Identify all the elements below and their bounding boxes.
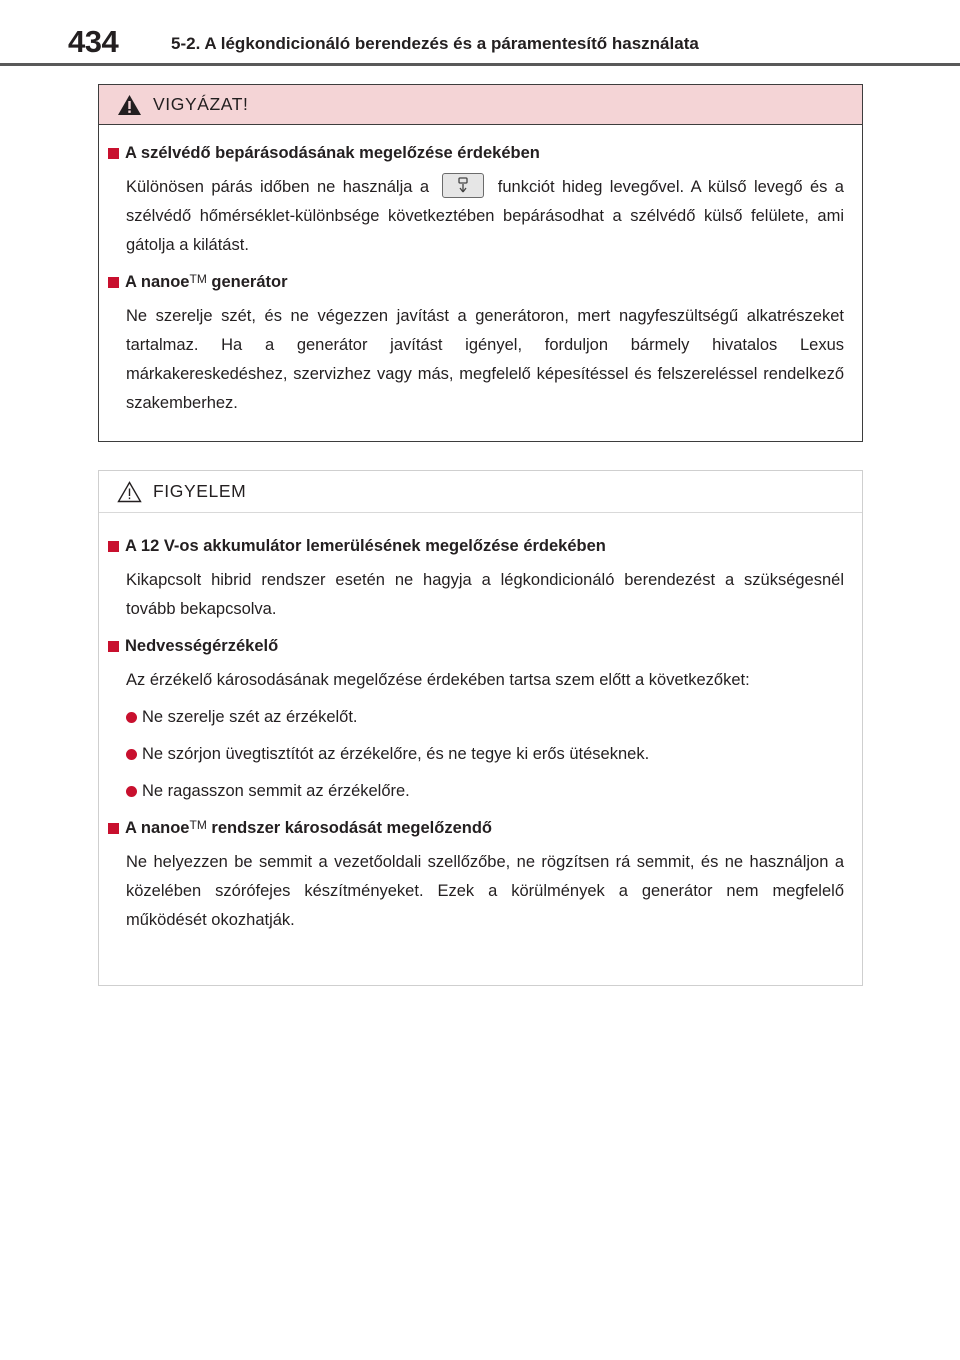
- trademark-sup: TM: [189, 818, 207, 832]
- square-bullet-icon: [108, 641, 119, 652]
- notice-box: [98, 470, 863, 986]
- list-item: Ne szórjon üvegtisztítót az érzékelőre, és ne tegye ki erős ütéseknek.: [126, 740, 844, 769]
- notice-item-heading: [108, 632, 844, 660]
- warning-triangle-icon: [117, 94, 142, 116]
- round-bullet-icon: [126, 749, 137, 760]
- notice-box-header: [99, 471, 862, 513]
- square-bullet-icon: [108, 541, 119, 552]
- square-bullet-icon: [108, 277, 119, 288]
- warning-box-header: [99, 85, 862, 125]
- defogger-button-icon: [442, 173, 484, 198]
- heading-text: A szélvédő bepárásodásának megelőzése érdekében: [125, 143, 540, 162]
- text-before-icon: Különösen párás időben ne használja a: [126, 178, 429, 196]
- trademark-sup: TM: [189, 272, 207, 286]
- notice-item-text: Ne helyezzen be semmit a vezetőoldali szellőzőbe, ne rögzítsen rá semmit, és ne használjon a közelében szórófejes készítményeket. Ezek a körülmények a generátor nem megfelelő működését okozhatják.: [126, 853, 844, 929]
- warning-item-text: Ne szerelje szét, és ne végezzen javítást a generátoron, mert nagyfeszültségű alkatrészeket tartalmaz. Ha a generátor javítást igényel, forduljon bármely hivatalos Lexus márkakereskedéshez, szervizhez vagy más, megfelelő képesítéssel és felszereléssel rendelkező szakemberhez.: [126, 307, 844, 412]
- warning-item-heading: [108, 139, 844, 167]
- heading-text: A nanoe™ rendszer károsodását megelőzendő: [125, 818, 492, 837]
- warning-item-text: [126, 173, 844, 260]
- warning-title: VIGYÁZAT!: [153, 94, 249, 114]
- notice-item-text: Az érzékelő károsodásának megelőzése érdekében tartsa szem előtt a következőket:: [126, 671, 750, 689]
- page-header: [0, 22, 960, 64]
- page-number: 434: [68, 24, 119, 59]
- section-title: 5-2. A légkondicionáló berendezés és a páramentesítő használata: [171, 34, 699, 53]
- heading-text: Nedvességérzékelő: [125, 636, 279, 655]
- list-item: Ne ragasszon semmit az érzékelőre.: [126, 777, 844, 806]
- square-bullet-icon: [108, 148, 119, 159]
- notice-title: FIGYELEM: [153, 481, 247, 501]
- notice-item-heading: [108, 814, 844, 842]
- heading-text: A nanoe™ generátor: [125, 272, 288, 291]
- caution-triangle-icon: [117, 481, 142, 503]
- heading-text: A 12 V-os akkumulátor lemerülésének megelőzése érdekében: [125, 536, 606, 555]
- square-bullet-icon: [108, 823, 119, 834]
- list-item: Ne szerelje szét az érzékelőt.: [126, 703, 844, 732]
- notice-item-heading: [108, 532, 844, 560]
- warning-box: [98, 84, 863, 442]
- round-bullet-icon: [126, 712, 137, 723]
- notice-item-text: Kikapcsolt hibrid rendszer esetén ne hagyja a légkondicionáló berendezést a szükségesnél tovább bekapcsolva.: [126, 571, 844, 618]
- header-divider: [0, 63, 960, 66]
- text-after-icon: funkciót hideg levegővel. A külső levegő és a szélvédő hőmérséklet-különbsége következtében bepárásodhat a szélvédő külső felülete, ami gátolja a kilátást.: [126, 178, 844, 254]
- warning-item-heading: [108, 268, 844, 296]
- round-bullet-icon: [126, 786, 137, 797]
- notice-box-body: [99, 513, 862, 935]
- warning-box-body: [99, 125, 862, 418]
